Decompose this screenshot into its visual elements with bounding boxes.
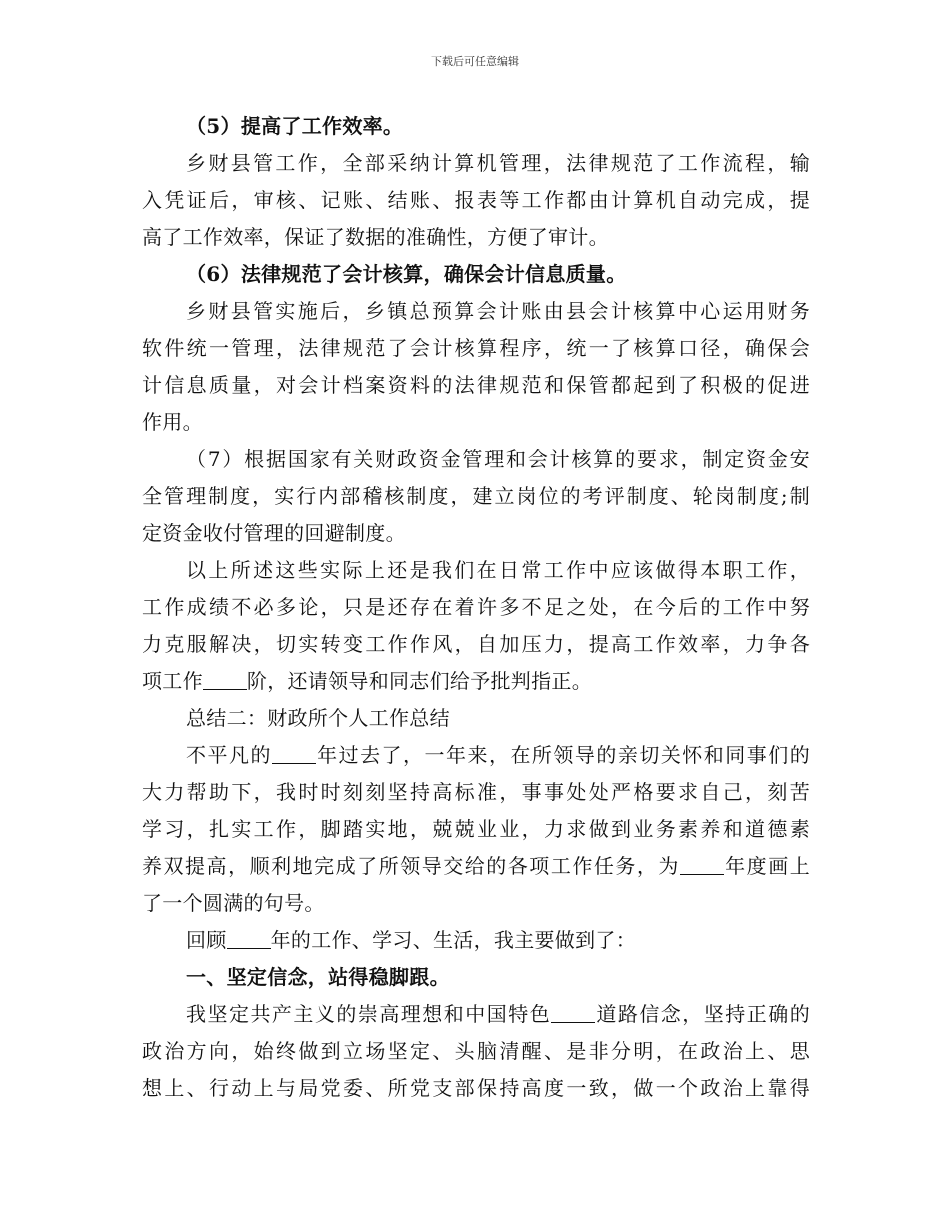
text-segment: 回顾 (186, 928, 227, 952)
page-header: 下载后可任意编辑 (431, 55, 519, 68)
text-segment: 项工作 (142, 669, 203, 693)
paragraph-line (142, 848, 810, 885)
paragraph-line: 大力帮助下，我时时刻刻坚持高标准，事事处处严格要求自己，刻苦 (142, 780, 810, 804)
blank-underline (551, 1002, 595, 1023)
paragraph-line: 力克服解决，切实转变工作作风，自加压力，提高工作效率，力争各 (142, 632, 810, 656)
paragraph-line: 入凭证后，审核、记账、结账、报表等工作都由计算机自动完成，提 (142, 188, 810, 212)
paragraph-line: 学习，扎实工作，脚踏实地，兢兢业业，力求做到业务素养和道德素 (142, 817, 810, 841)
paragraph-line: 计信息质量，对会计档案资料的法律规范和保管都起到了积极的促进 (142, 373, 810, 397)
paragraph-line: 政治方向，始终做到立场坚定、头脑清醒、是非分明，在政治上、思 (142, 1039, 810, 1063)
section-heading-5: （5）提高了工作效率。 (186, 114, 404, 138)
text-segment: 年过去了，一年来，在所领导的亲切关怀和同事们的 (315, 743, 811, 767)
paragraph-line: 高了工作效率，保证了数据的准确性，方便了审计。 (142, 225, 609, 249)
summary-two-title: 总结二：财政所个人工作总结 (186, 706, 450, 730)
text-segment: 年度画上 (723, 854, 811, 878)
paragraph-line: 全管理制度，实行内部稽核制度，建立岗位的考评制度、轮岗制度;制 (142, 484, 810, 508)
text-segment: 不平凡的 (186, 743, 272, 767)
paragraph-line (142, 737, 810, 774)
text-segment: 道路信念，坚持正确的 (595, 1002, 810, 1026)
paragraph-line: 定资金收付管理的回避制度。 (142, 521, 406, 545)
paragraph-line: 以上所述这些实际上还是我们在日常工作中应该做得本职工作， (186, 558, 810, 582)
section-heading-6: （6）法律规范了会计核算，确保会计信息质量。 (186, 262, 627, 286)
blank-underline (203, 669, 247, 690)
text-segment: 阶，还请领导和同志们给予批判指正。 (246, 669, 593, 693)
section-heading-one: 一、坚定信念，站得稳脚跟。 (186, 965, 450, 989)
paragraph-line: （7）根据国家有关财政资金管理和会计核算的要求，制定资金安 (186, 447, 810, 471)
paragraph-line: 作用。 (142, 410, 203, 434)
paragraph-line (142, 922, 810, 959)
paragraph-line (142, 996, 810, 1033)
blank-underline (272, 743, 316, 764)
text-segment: 年的工作、学习、生活，我主要做到了： (270, 928, 637, 952)
blank-underline (227, 928, 271, 949)
paragraph-line: 软件统一管理，法律规范了会计核算程序，统一了核算口径，确保会 (142, 336, 810, 360)
blank-underline (680, 854, 724, 875)
paragraph-line: 工作成绩不必多论，只是还存在着许多不足之处，在今后的工作中努 (142, 595, 810, 619)
paragraph-line: 想上、行动上与局党委、所党支部保持高度一致，做一个政治上靠得 (142, 1076, 810, 1100)
text-segment: 养双提高，顺利地完成了所领导交给的各项工作任务，为 (142, 854, 680, 878)
paragraph-line: 乡财县管实施后，乡镇总预算会计账由县会计核算中心运用财务 (186, 299, 810, 323)
paragraph-line: 乡财县管工作，全部采纳计算机管理，法律规范了工作流程，输 (186, 151, 810, 175)
paragraph-line (142, 663, 810, 700)
document-body (142, 108, 810, 1107)
paragraph-line: 了一个圆满的句号。 (142, 891, 325, 915)
text-segment: 我坚定共产主义的崇高理想和中国特色 (186, 1002, 552, 1026)
